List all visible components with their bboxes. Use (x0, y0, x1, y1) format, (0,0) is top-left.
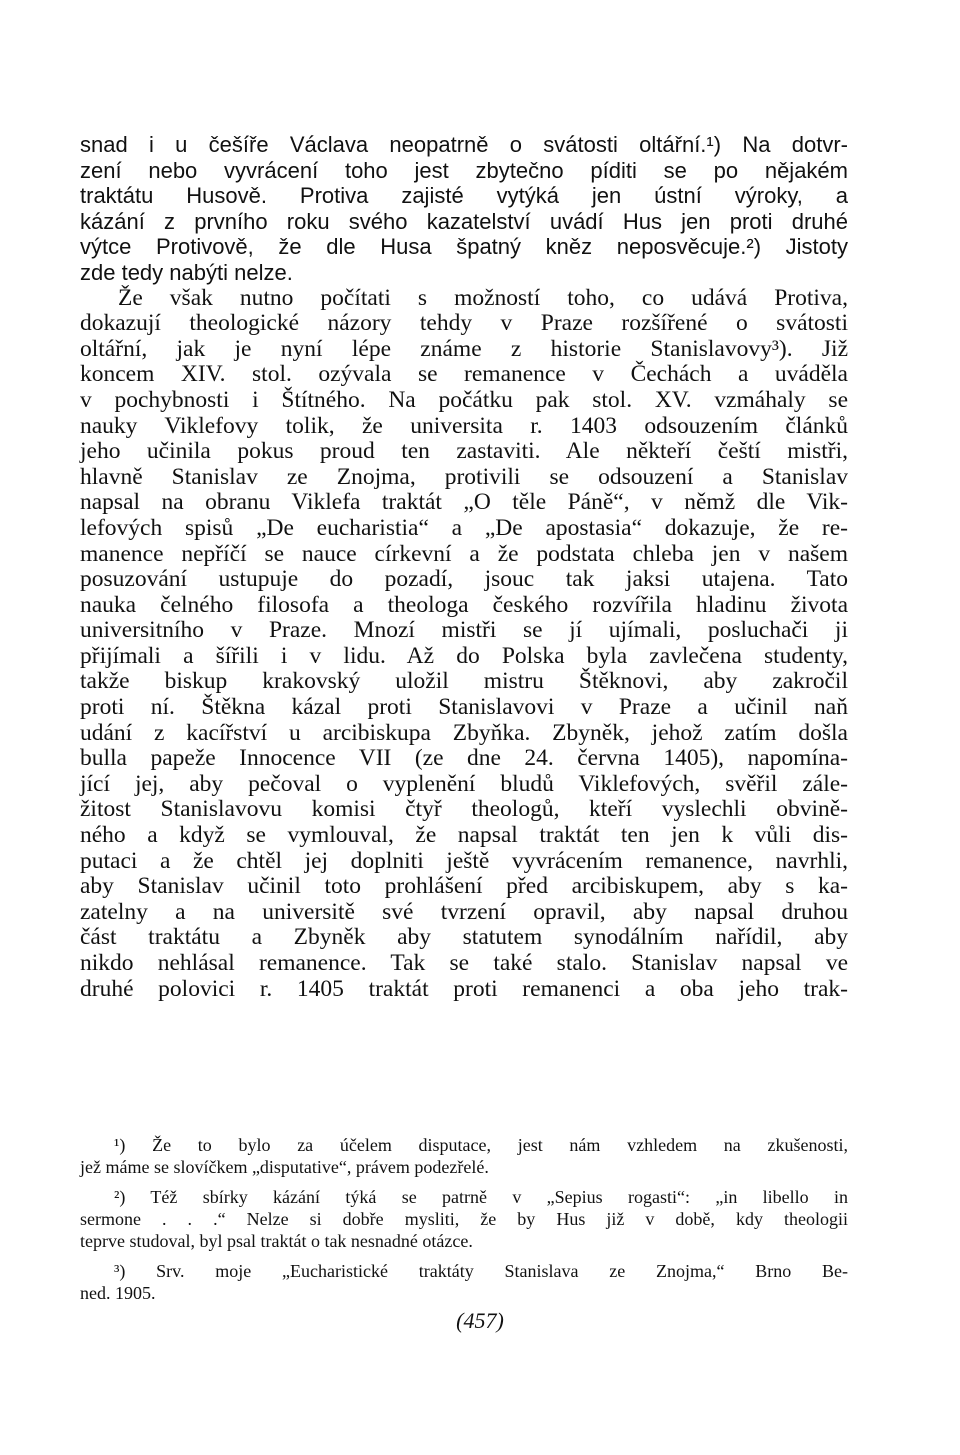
text-line: dokazují theologické názory tehdy v Praze rozšířené o svátosti (80, 310, 848, 337)
footnote-line: ³) Srv. moje „Eucharistické traktáty Stanislava ze Znojma,“ Brno Be- (114, 1261, 848, 1281)
footnote-line: ²) Též sbírky kázání týká se patrně v „Sepius rogasti“: „in libello in (114, 1187, 848, 1207)
text-line: výtce Protivově, že dle Husa špatný kněz neposvěcuje.²) Jistoty (80, 234, 848, 260)
footnote-2 (80, 1186, 848, 1252)
text-line: traktátu Husově. Protiva zajisté vytýká jen ústní výroky, a (80, 183, 848, 209)
footnote-line: ¹) Že to bylo za účelem disputace, jest nám vzhledem na zkušenosti, (114, 1135, 848, 1155)
page-number: (457) (456, 1308, 504, 1333)
text-line: Že však nutno počítati s možností toho, co udává Protiva, (118, 284, 848, 311)
text-line: kázání z prvního roku svého kazatelství uvádí Hus jen proti druhé (80, 208, 848, 234)
footnote-line: teprve studoval, byl psal traktát o tak nesnadné otázce. (80, 1231, 473, 1251)
text-line: universitního v Praze. Mnozí mistři se jí ujímali, posluchači ji (80, 617, 848, 644)
paragraph-1 (80, 132, 848, 286)
text-line: jeho učinila pokus proud ten zastaviti. Ale někteří čeští mistři, (80, 438, 848, 465)
text-line: udání z kacířství u arcibiskupa Zbyňka. Zbyněk, jehož zatím došla (80, 719, 848, 746)
text-line: aby Stanislav učinil toto prohlášení před arcibiskupem, aby s ka- (80, 873, 848, 900)
text-line: takže biskup krakovský uložil mistru Štěknovi, aby zakročil (80, 668, 848, 695)
text-line: v pochybnosti i Štítného. Na počátku pak stol. XV. vzmáhaly se (80, 386, 848, 413)
text-line: snad i u češíře Václava neopatrně o svátosti oltářní.¹) Na dotvr- (80, 132, 848, 157)
text-line: zde tedy nabýti nelze. (80, 259, 293, 285)
text-line: nikdo nehlásal remanence. Tak se také stalo. Stanislav napsal ve (80, 950, 848, 976)
footnote-line: ned. 1905. (80, 1283, 156, 1303)
text-line: bulla papeže Innocence VII (ze dne 24. června 1405), napomína- (80, 745, 848, 772)
text-line: koncem XIV. stol. ozývala se remanence v Čechách a uváděla (80, 361, 848, 388)
text-line: přijímali a šířili i v lidu. Až do Polska byla zavlečena studenty, (80, 642, 848, 669)
text-line: putaci a že chtěl jej doplniti ještě vyvrácením remanence, navrhli, (80, 847, 848, 874)
text-line: zatelny a na universitě své tvrzení opravil, aby napsal druhou (80, 898, 848, 925)
main-text (80, 132, 848, 1002)
text-line: nauky Viklefovy tolik, že universita r. 1403 odsouzením článků (80, 412, 848, 439)
text-line: hlavně Stanislav ze Znojma, protivili se odsouzení a Stanislav (80, 463, 848, 490)
text-line: proti ní. Štěkna kázal proti Stanislavovi v Praze a učinil naň (80, 694, 848, 721)
text-line: část traktátu a Zbyněk aby statutem synodálním nařídil, aby (80, 924, 848, 951)
footnote-line: sermone . . .“ Nelze si dobře mysliti, že by Hus již v době, kdy theologii (80, 1209, 848, 1229)
footnotes (80, 1134, 848, 1312)
text-line: nauka čelného filosofa a theologa českého rozvířila hladinu života (80, 591, 848, 618)
text-line: oltářní, jak je nyní lépe známe z historie Stanislavovy³). Již (80, 335, 848, 362)
text-line: ného a když se vymlouval, že napsal traktát ten jen k vůli dis- (80, 822, 848, 849)
text-line: žitost Stanislavovu komisi čtyř theologů, kteří vyslechli obvině- (80, 796, 848, 823)
footnote-3 (80, 1260, 848, 1304)
text-line: lefových spisů „De eucharistia“ a „De apostasia“ dokazuje, že re- (80, 514, 848, 541)
text-line: zení nebo vyvrácení toho jest zbytečno píditi se po nějakém (80, 157, 848, 183)
paragraph-2 (80, 286, 848, 1003)
text-line: manence nepříčí se nauce církevní a že podstata chleba jen v našem (80, 540, 848, 567)
text-line: posuzování ustupuje do pozadí, jsouc tak jaksi utajena. Tato (80, 566, 848, 593)
footnote-1 (80, 1134, 848, 1178)
text-line: napsal na obranu Viklefa traktát „O těle Páně“, v němž dle Vik- (80, 489, 848, 516)
text-line: druhé polovici r. 1405 traktát proti remanenci a oba jeho trak- (80, 975, 848, 1002)
text-line: jící jej, aby pečoval o vyplenění bludů Viklefových, svěřil zále- (80, 770, 848, 797)
footnote-line: jež máme se slovíčkem „disputative“, právem podezřelé. (80, 1157, 489, 1177)
